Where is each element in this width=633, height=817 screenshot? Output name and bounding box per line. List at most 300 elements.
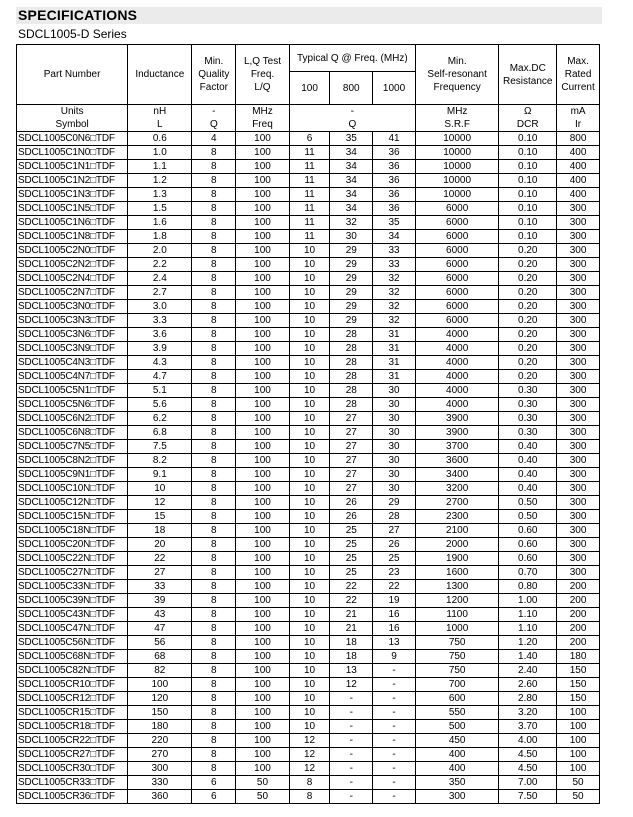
cell-dcr: 4.50 bbox=[499, 748, 557, 762]
table-row bbox=[17, 650, 600, 664]
cell-q-100: 10 bbox=[289, 538, 330, 552]
cell-q-1000: 30 bbox=[373, 398, 416, 412]
cell-current: 200 bbox=[557, 622, 600, 636]
cell-srf: 1600 bbox=[415, 566, 498, 580]
cell-min-q: 8 bbox=[192, 748, 236, 762]
cell-test-freq: 100 bbox=[236, 454, 289, 468]
cell-q-1000: 13 bbox=[373, 636, 416, 650]
header-current: Max. Rated Current bbox=[557, 45, 600, 105]
cell-inductance: 39 bbox=[128, 594, 192, 608]
cell-current: 300 bbox=[557, 314, 600, 328]
cell-srf: 2100 bbox=[415, 524, 498, 538]
cell-q-100: 10 bbox=[289, 286, 330, 300]
cell-q-100: 10 bbox=[289, 384, 330, 398]
cell-q-800: 28 bbox=[330, 356, 373, 370]
cell-q-800: 32 bbox=[330, 216, 373, 230]
cell-min-q: 8 bbox=[192, 384, 236, 398]
symbol-typical-q: Q bbox=[289, 118, 415, 132]
header-part-number: Part Number bbox=[17, 45, 128, 105]
cell-part-number: SDCL1005CR15□TDF bbox=[17, 706, 128, 720]
table-row bbox=[17, 664, 600, 678]
cell-srf: 6000 bbox=[415, 272, 498, 286]
table-row bbox=[17, 230, 600, 244]
table-row bbox=[17, 510, 600, 524]
cell-test-freq: 100 bbox=[236, 552, 289, 566]
cell-inductance: 4.7 bbox=[128, 370, 192, 384]
cell-test-freq: 100 bbox=[236, 300, 289, 314]
cell-srf: 500 bbox=[415, 720, 498, 734]
cell-srf: 300 bbox=[415, 790, 498, 804]
cell-test-freq: 100 bbox=[236, 230, 289, 244]
table-row bbox=[17, 594, 600, 608]
cell-dcr: 0.30 bbox=[499, 426, 557, 440]
cell-test-freq: 100 bbox=[236, 370, 289, 384]
cell-part-number: SDCL1005C39N□TDF bbox=[17, 594, 128, 608]
cell-srf: 6000 bbox=[415, 216, 498, 230]
cell-q-800: 34 bbox=[330, 188, 373, 202]
cell-min-q: 8 bbox=[192, 440, 236, 454]
cell-current: 100 bbox=[557, 706, 600, 720]
cell-srf: 2700 bbox=[415, 496, 498, 510]
cell-min-q: 8 bbox=[192, 174, 236, 188]
cell-dcr: 0.70 bbox=[499, 566, 557, 580]
cell-q-1000: 9 bbox=[373, 650, 416, 664]
cell-q-100: 11 bbox=[289, 230, 330, 244]
cell-test-freq: 100 bbox=[236, 622, 289, 636]
specifications-table bbox=[16, 44, 600, 804]
cell-q-100: 10 bbox=[289, 608, 330, 622]
cell-part-number: SDCL1005C5N6□TDF bbox=[17, 398, 128, 412]
table-row bbox=[17, 538, 600, 552]
cell-inductance: 220 bbox=[128, 734, 192, 748]
cell-inductance: 2.7 bbox=[128, 286, 192, 300]
cell-q-100: 12 bbox=[289, 762, 330, 776]
symbol-q: Q bbox=[192, 118, 236, 132]
table-row bbox=[17, 720, 600, 734]
cell-q-800: 27 bbox=[330, 426, 373, 440]
table-row bbox=[17, 608, 600, 622]
cell-current: 300 bbox=[557, 412, 600, 426]
cell-min-q: 8 bbox=[192, 734, 236, 748]
cell-dcr: 1.00 bbox=[499, 594, 557, 608]
cell-srf: 1300 bbox=[415, 580, 498, 594]
cell-q-1000: 31 bbox=[373, 370, 416, 384]
cell-q-800: 35 bbox=[330, 132, 373, 146]
cell-dcr: 0.20 bbox=[499, 370, 557, 384]
table-row bbox=[17, 272, 600, 286]
header-dcr: Max.DC Resistance bbox=[499, 45, 557, 105]
cell-q-100: 11 bbox=[289, 202, 330, 216]
cell-q-1000: 36 bbox=[373, 160, 416, 174]
cell-inductance: 9.1 bbox=[128, 468, 192, 482]
cell-min-q: 8 bbox=[192, 762, 236, 776]
cell-inductance: 7.5 bbox=[128, 440, 192, 454]
cell-srf: 4000 bbox=[415, 384, 498, 398]
cell-current: 300 bbox=[557, 426, 600, 440]
cell-q-800: 27 bbox=[330, 468, 373, 482]
cell-part-number: SDCL1005C1N5□TDF bbox=[17, 202, 128, 216]
cell-inductance: 270 bbox=[128, 748, 192, 762]
cell-min-q: 8 bbox=[192, 160, 236, 174]
cell-dcr: 0.20 bbox=[499, 342, 557, 356]
cell-q-100: 10 bbox=[289, 314, 330, 328]
cell-min-q: 8 bbox=[192, 580, 236, 594]
cell-q-1000: 36 bbox=[373, 188, 416, 202]
cell-min-q: 8 bbox=[192, 692, 236, 706]
table-row bbox=[17, 286, 600, 300]
cell-current: 300 bbox=[557, 258, 600, 272]
cell-current: 300 bbox=[557, 524, 600, 538]
units-current: mA bbox=[557, 105, 600, 119]
cell-q-1000: 31 bbox=[373, 342, 416, 356]
cell-part-number: SDCL1005C7N5□TDF bbox=[17, 440, 128, 454]
cell-min-q: 8 bbox=[192, 510, 236, 524]
cell-inductance: 180 bbox=[128, 720, 192, 734]
cell-dcr: 0.60 bbox=[499, 538, 557, 552]
cell-q-100: 8 bbox=[289, 776, 330, 790]
cell-q-1000: - bbox=[373, 706, 416, 720]
cell-inductance: 18 bbox=[128, 524, 192, 538]
header-freq-100: 100 bbox=[289, 72, 330, 105]
cell-q-100: 10 bbox=[289, 636, 330, 650]
cell-inductance: 12 bbox=[128, 496, 192, 510]
cell-q-800: 29 bbox=[330, 244, 373, 258]
cell-part-number: SDCL1005C2N2□TDF bbox=[17, 258, 128, 272]
cell-part-number: SDCL1005CR30□TDF bbox=[17, 762, 128, 776]
cell-part-number: SDCL1005C1N3□TDF bbox=[17, 188, 128, 202]
cell-q-800: - bbox=[330, 692, 373, 706]
cell-dcr: 3.70 bbox=[499, 720, 557, 734]
cell-test-freq: 100 bbox=[236, 580, 289, 594]
cell-test-freq: 100 bbox=[236, 664, 289, 678]
table-row bbox=[17, 468, 600, 482]
cell-dcr: 0.20 bbox=[499, 272, 557, 286]
cell-q-1000: 27 bbox=[373, 524, 416, 538]
cell-test-freq: 100 bbox=[236, 286, 289, 300]
cell-inductance: 27 bbox=[128, 566, 192, 580]
cell-srf: 4000 bbox=[415, 328, 498, 342]
cell-q-100: 10 bbox=[289, 426, 330, 440]
cell-q-100: 10 bbox=[289, 328, 330, 342]
cell-q-800: 28 bbox=[330, 342, 373, 356]
cell-q-1000: 26 bbox=[373, 538, 416, 552]
cell-dcr: 2.40 bbox=[499, 664, 557, 678]
cell-min-q: 8 bbox=[192, 496, 236, 510]
cell-dcr: 0.10 bbox=[499, 174, 557, 188]
cell-q-1000: 36 bbox=[373, 146, 416, 160]
cell-q-100: 11 bbox=[289, 216, 330, 230]
cell-inductance: 2.0 bbox=[128, 244, 192, 258]
cell-q-100: 10 bbox=[289, 678, 330, 692]
cell-q-1000: - bbox=[373, 720, 416, 734]
cell-part-number: SDCL1005C3N0□TDF bbox=[17, 300, 128, 314]
cell-test-freq: 100 bbox=[236, 706, 289, 720]
cell-test-freq: 100 bbox=[236, 566, 289, 580]
cell-test-freq: 100 bbox=[236, 342, 289, 356]
cell-test-freq: 100 bbox=[236, 216, 289, 230]
cell-inductance: 3.6 bbox=[128, 328, 192, 342]
table-row bbox=[17, 790, 600, 804]
cell-q-1000: 32 bbox=[373, 272, 416, 286]
cell-q-100: 10 bbox=[289, 300, 330, 314]
cell-current: 50 bbox=[557, 776, 600, 790]
cell-inductance: 300 bbox=[128, 762, 192, 776]
cell-dcr: 0.60 bbox=[499, 552, 557, 566]
cell-current: 300 bbox=[557, 272, 600, 286]
cell-min-q: 8 bbox=[192, 370, 236, 384]
cell-test-freq: 100 bbox=[236, 510, 289, 524]
cell-test-freq: 100 bbox=[236, 636, 289, 650]
cell-dcr: 1.10 bbox=[499, 608, 557, 622]
symbol-label: Symbol bbox=[17, 118, 128, 132]
cell-q-1000: 32 bbox=[373, 300, 416, 314]
cell-test-freq: 100 bbox=[236, 384, 289, 398]
cell-srf: 4000 bbox=[415, 342, 498, 356]
cell-q-800: 29 bbox=[330, 314, 373, 328]
cell-q-800: 29 bbox=[330, 258, 373, 272]
cell-inductance: 43 bbox=[128, 608, 192, 622]
cell-min-q: 8 bbox=[192, 468, 236, 482]
cell-srf: 3200 bbox=[415, 482, 498, 496]
cell-q-100: 10 bbox=[289, 580, 330, 594]
cell-part-number: SDCL1005C6N8□TDF bbox=[17, 426, 128, 440]
cell-q-100: 10 bbox=[289, 720, 330, 734]
units-label: Units bbox=[17, 105, 128, 119]
cell-srf: 3600 bbox=[415, 454, 498, 468]
cell-current: 300 bbox=[557, 384, 600, 398]
cell-test-freq: 100 bbox=[236, 174, 289, 188]
cell-q-800: 27 bbox=[330, 412, 373, 426]
cell-dcr: 0.20 bbox=[499, 244, 557, 258]
cell-dcr: 7.00 bbox=[499, 776, 557, 790]
cell-q-100: 10 bbox=[289, 244, 330, 258]
cell-inductance: 100 bbox=[128, 678, 192, 692]
cell-q-800: 27 bbox=[330, 454, 373, 468]
cell-q-800: 25 bbox=[330, 566, 373, 580]
cell-dcr: 0.10 bbox=[499, 202, 557, 216]
cell-srf: 450 bbox=[415, 734, 498, 748]
cell-part-number: SDCL1005C10N□TDF bbox=[17, 482, 128, 496]
cell-inductance: 1.2 bbox=[128, 174, 192, 188]
cell-inductance: 3.9 bbox=[128, 342, 192, 356]
cell-q-100: 10 bbox=[289, 412, 330, 426]
cell-current: 300 bbox=[557, 468, 600, 482]
cell-test-freq: 100 bbox=[236, 146, 289, 160]
cell-part-number: SDCL1005CR18□TDF bbox=[17, 720, 128, 734]
cell-test-freq: 100 bbox=[236, 398, 289, 412]
cell-current: 400 bbox=[557, 174, 600, 188]
cell-test-freq: 100 bbox=[236, 734, 289, 748]
cell-part-number: SDCL1005CR27□TDF bbox=[17, 748, 128, 762]
cell-test-freq: 100 bbox=[236, 202, 289, 216]
cell-q-800: 12 bbox=[330, 678, 373, 692]
cell-inductance: 4.3 bbox=[128, 356, 192, 370]
cell-test-freq: 100 bbox=[236, 720, 289, 734]
cell-q-800: 25 bbox=[330, 552, 373, 566]
cell-q-800: 28 bbox=[330, 370, 373, 384]
cell-q-100: 10 bbox=[289, 496, 330, 510]
cell-min-q: 8 bbox=[192, 552, 236, 566]
cell-q-100: 10 bbox=[289, 622, 330, 636]
table-row bbox=[17, 160, 600, 174]
table-row bbox=[17, 678, 600, 692]
cell-min-q: 8 bbox=[192, 146, 236, 160]
cell-q-1000: - bbox=[373, 664, 416, 678]
cell-min-q: 8 bbox=[192, 678, 236, 692]
cell-srf: 3700 bbox=[415, 440, 498, 454]
cell-q-100: 10 bbox=[289, 664, 330, 678]
cell-dcr: 0.20 bbox=[499, 300, 557, 314]
cell-dcr: 0.20 bbox=[499, 328, 557, 342]
cell-q-1000: 30 bbox=[373, 440, 416, 454]
cell-test-freq: 100 bbox=[236, 468, 289, 482]
units-srf: MHz bbox=[415, 105, 498, 119]
cell-q-800: - bbox=[330, 720, 373, 734]
cell-q-100: 12 bbox=[289, 734, 330, 748]
table-row bbox=[17, 566, 600, 580]
cell-test-freq: 100 bbox=[236, 608, 289, 622]
table-row bbox=[17, 412, 600, 426]
cell-current: 100 bbox=[557, 720, 600, 734]
table-row bbox=[17, 622, 600, 636]
cell-q-800: 34 bbox=[330, 174, 373, 188]
cell-inductance: 47 bbox=[128, 622, 192, 636]
cell-current: 300 bbox=[557, 440, 600, 454]
cell-q-1000: 23 bbox=[373, 566, 416, 580]
table-row bbox=[17, 146, 600, 160]
cell-srf: 3400 bbox=[415, 468, 498, 482]
cell-q-1000: - bbox=[373, 762, 416, 776]
table-row bbox=[17, 776, 600, 790]
header-freq-1000: 1000 bbox=[373, 72, 416, 105]
cell-q-100: 10 bbox=[289, 706, 330, 720]
cell-current: 300 bbox=[557, 286, 600, 300]
cell-srf: 10000 bbox=[415, 160, 498, 174]
cell-dcr: 0.10 bbox=[499, 230, 557, 244]
cell-current: 300 bbox=[557, 454, 600, 468]
cell-test-freq: 50 bbox=[236, 776, 289, 790]
cell-inductance: 2.2 bbox=[128, 258, 192, 272]
cell-test-freq: 100 bbox=[236, 650, 289, 664]
cell-inductance: 3.3 bbox=[128, 314, 192, 328]
cell-q-1000: 36 bbox=[373, 202, 416, 216]
cell-part-number: SDCL1005CR12□TDF bbox=[17, 692, 128, 706]
cell-q-1000: 33 bbox=[373, 258, 416, 272]
cell-srf: 6000 bbox=[415, 244, 498, 258]
cell-q-100: 10 bbox=[289, 272, 330, 286]
units-dcr: Ω bbox=[499, 105, 557, 119]
cell-q-800: 27 bbox=[330, 482, 373, 496]
cell-dcr: 2.60 bbox=[499, 678, 557, 692]
cell-dcr: 0.20 bbox=[499, 286, 557, 300]
cell-dcr: 0.20 bbox=[499, 258, 557, 272]
cell-inductance: 6.8 bbox=[128, 426, 192, 440]
table-row bbox=[17, 552, 600, 566]
table-row bbox=[17, 328, 600, 342]
cell-srf: 1200 bbox=[415, 594, 498, 608]
cell-q-800: - bbox=[330, 790, 373, 804]
spec-rows bbox=[17, 132, 600, 804]
table-row bbox=[17, 174, 600, 188]
cell-test-freq: 100 bbox=[236, 314, 289, 328]
cell-min-q: 8 bbox=[192, 272, 236, 286]
page-title: SPECIFICATIONS bbox=[18, 7, 138, 23]
cell-min-q: 8 bbox=[192, 244, 236, 258]
cell-q-100: 10 bbox=[289, 552, 330, 566]
cell-inductance: 56 bbox=[128, 636, 192, 650]
cell-part-number: SDCL1005C2N0□TDF bbox=[17, 244, 128, 258]
table-row bbox=[17, 482, 600, 496]
cell-test-freq: 100 bbox=[236, 258, 289, 272]
cell-part-number: SDCL1005C33N□TDF bbox=[17, 580, 128, 594]
cell-current: 50 bbox=[557, 790, 600, 804]
cell-part-number: SDCL1005C4N7□TDF bbox=[17, 370, 128, 384]
table-row bbox=[17, 706, 600, 720]
table-row bbox=[17, 524, 600, 538]
cell-srf: 750 bbox=[415, 636, 498, 650]
cell-inductance: 0.6 bbox=[128, 132, 192, 146]
table-row bbox=[17, 734, 600, 748]
cell-q-100: 10 bbox=[289, 342, 330, 356]
table-row bbox=[17, 440, 600, 454]
cell-q-100: 11 bbox=[289, 174, 330, 188]
cell-q-1000: 16 bbox=[373, 622, 416, 636]
cell-part-number: SDCL1005C3N9□TDF bbox=[17, 342, 128, 356]
cell-dcr: 1.40 bbox=[499, 650, 557, 664]
cell-dcr: 0.10 bbox=[499, 188, 557, 202]
cell-inductance: 330 bbox=[128, 776, 192, 790]
cell-q-800: 25 bbox=[330, 538, 373, 552]
cell-srf: 6000 bbox=[415, 258, 498, 272]
cell-srf: 600 bbox=[415, 692, 498, 706]
cell-dcr: 0.10 bbox=[499, 160, 557, 174]
cell-inductance: 82 bbox=[128, 664, 192, 678]
cell-q-100: 8 bbox=[289, 790, 330, 804]
cell-q-1000: 31 bbox=[373, 328, 416, 342]
cell-q-800: 34 bbox=[330, 160, 373, 174]
table-row bbox=[17, 496, 600, 510]
cell-current: 180 bbox=[557, 650, 600, 664]
cell-srf: 3900 bbox=[415, 412, 498, 426]
cell-q-800: 18 bbox=[330, 636, 373, 650]
cell-q-100: 11 bbox=[289, 160, 330, 174]
cell-min-q: 4 bbox=[192, 132, 236, 146]
cell-current: 300 bbox=[557, 216, 600, 230]
cell-min-q: 8 bbox=[192, 538, 236, 552]
cell-part-number: SDCL1005C47N□TDF bbox=[17, 622, 128, 636]
cell-dcr: 0.40 bbox=[499, 454, 557, 468]
cell-part-number: SDCL1005C0N6□TDF bbox=[17, 132, 128, 146]
cell-part-number: SDCL1005C4N3□TDF bbox=[17, 356, 128, 370]
cell-dcr: 4.00 bbox=[499, 734, 557, 748]
cell-q-800: 21 bbox=[330, 608, 373, 622]
cell-part-number: SDCL1005C20N□TDF bbox=[17, 538, 128, 552]
cell-q-800: 18 bbox=[330, 650, 373, 664]
cell-part-number: SDCL1005C1N1□TDF bbox=[17, 160, 128, 174]
cell-part-number: SDCL1005C18N□TDF bbox=[17, 524, 128, 538]
cell-min-q: 8 bbox=[192, 286, 236, 300]
cell-part-number: SDCL1005C2N4□TDF bbox=[17, 272, 128, 286]
cell-inductance: 1.1 bbox=[128, 160, 192, 174]
cell-dcr: 0.40 bbox=[499, 468, 557, 482]
cell-part-number: SDCL1005C27N□TDF bbox=[17, 566, 128, 580]
cell-part-number: SDCL1005C3N3□TDF bbox=[17, 314, 128, 328]
cell-dcr: 0.60 bbox=[499, 524, 557, 538]
cell-inductance: 5.6 bbox=[128, 398, 192, 412]
cell-min-q: 8 bbox=[192, 258, 236, 272]
cell-q-800: 28 bbox=[330, 328, 373, 342]
cell-dcr: 0.80 bbox=[499, 580, 557, 594]
